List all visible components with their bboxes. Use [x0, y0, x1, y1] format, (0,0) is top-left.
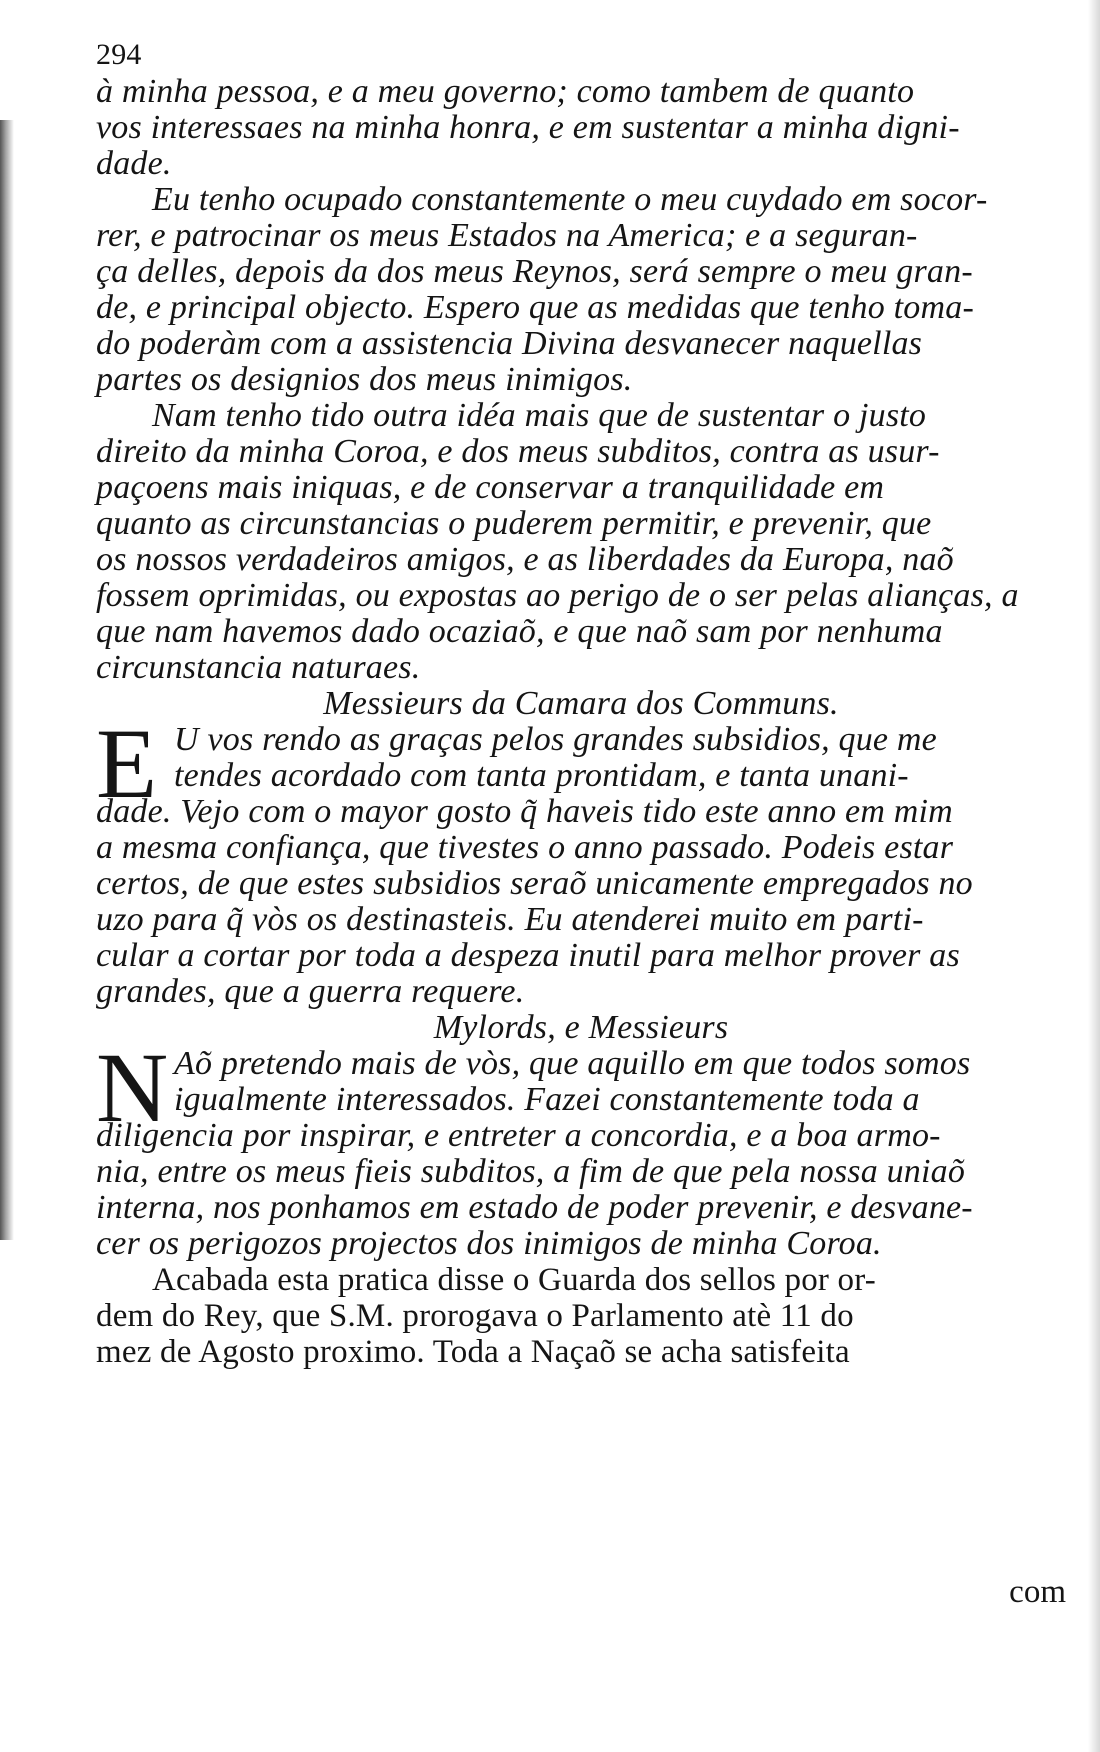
text-line: os nossos verdadeiros amigos, e as liberdades da Europa, naõ — [96, 541, 954, 578]
text-line: a mesma confiança, que tivestes o anno passado. Podeis estar — [96, 829, 954, 866]
text-line: paçoens mais iniquas, e de conservar a tranquilidade em — [96, 469, 885, 506]
text-line: de, e principal objecto. Espero que as medidas que tenho toma- — [96, 289, 974, 326]
text-line: partes os designios dos meus inimigos. — [96, 361, 633, 398]
page-edge-shadow — [0, 120, 14, 1240]
text-line: cular a cortar por toda a despeza inutil para melhor prover as — [96, 937, 960, 974]
paragraph-2 — [96, 708, 1066, 1010]
text-line: dade. Vejo com o mayor gosto q̃ haveis tido este anno em mim — [96, 793, 953, 830]
text-line: que nam havemos dado ocaziaõ, e que naõ sam por nenhuma — [96, 613, 943, 650]
text-line: nia, entre os meus fieis subditos, a fim de que pela nossa uniaõ — [96, 1153, 966, 1190]
text-line: diligencia por inspirar, e entreter a concordia, e a boa armo- — [96, 1117, 941, 1154]
text-line: interna, nos ponhamos em estado de poder prevenir, e desvane- — [96, 1189, 973, 1226]
drop-cap: E — [96, 708, 158, 819]
text-line: Eu tenho ocupado constantemente o meu cuydado em socor- — [152, 181, 988, 218]
paragraph-4 — [96, 1262, 1066, 1370]
text-line: rer, e patrocinar os meus Estados na America; e a seguran- — [96, 217, 918, 254]
text-line: dade. — [96, 145, 172, 182]
text-line: grandes, que a guerra requere. — [96, 973, 525, 1010]
text-line: certos, de que estes subsidios seraõ unicamente empregados no — [96, 865, 973, 902]
section-heading: Mylords, e Messieurs — [433, 1009, 729, 1046]
page-edge-right — [1088, 0, 1100, 1752]
text-line: vos interessaes na minha honra, e em sustentar a minha digni- — [96, 109, 960, 146]
text-line: igualmente interessados. Fazei constantemente toda a — [174, 1081, 920, 1118]
text-line: tendes acordado com tanta prontidam, e tanta unani- — [174, 757, 909, 794]
text-line: circunstancia naturaes. — [96, 649, 421, 686]
paragraph-3 — [96, 1032, 1066, 1262]
text-line: fossem oprimidas, ou expostas ao perigo de o ser pelas alianças, a — [96, 577, 1019, 614]
text-line: quanto as circunstancias o puderem permitir, e prevenir, que — [96, 505, 932, 542]
text-line: à minha pessoa, e a meu governo; como tambem de quanto — [96, 73, 915, 110]
text-line: do poderàm com a assistencia Divina desvanecer naquellas — [96, 325, 923, 362]
text-line: mez de Agosto proximo. Toda a Naçaõ se acha satisfeita — [96, 1334, 850, 1370]
text-line: uzo para q̃ vòs os destinasteis. Eu atenderei muito em parti- — [96, 901, 924, 938]
page-number: 294 — [96, 38, 142, 71]
text-line: ça delles, depois da dos meus Reynos, será sempre o meu gran- — [96, 253, 973, 290]
paragraph-1 — [96, 74, 1066, 686]
catchword: com — [1009, 1574, 1066, 1610]
text-line: Nam tenho tido outra idéa mais que de sustentar o justo — [152, 397, 927, 434]
text-line: U vos rendo as graças pelos grandes subsidios, que me — [174, 721, 937, 758]
section-heading: Messieurs da Camara dos Communs. — [323, 685, 839, 722]
text-line: cer os perigozos projectos dos inimigos de minha Coroa. — [96, 1225, 882, 1262]
text-line: Aõ pretendo mais de vòs, que aquillo em que todos somos — [174, 1045, 971, 1082]
text-line: dem do Rey, que S.M. prorogava o Parlamento atè 11 do — [96, 1298, 854, 1334]
drop-cap: N — [96, 1032, 169, 1143]
text-block — [96, 36, 1066, 1370]
text-line: Acabada esta pratica disse o Guarda dos sellos por or- — [152, 1262, 876, 1298]
text-line: direito da minha Coroa, e dos meus subditos, contra as usur- — [96, 433, 940, 470]
